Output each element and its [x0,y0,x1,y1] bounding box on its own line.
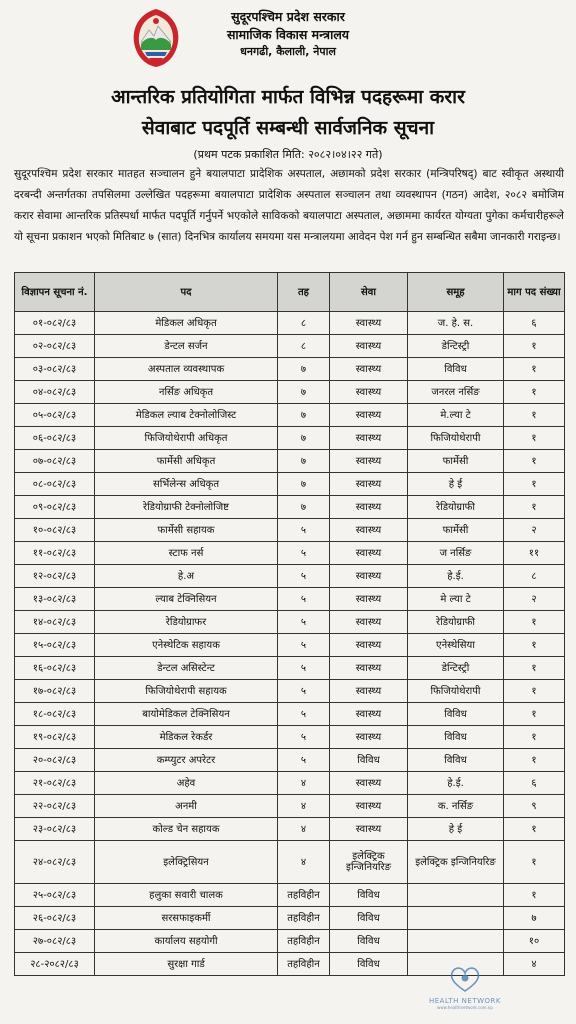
table-row [15,588,565,611]
cell-notice-number: २१-०८२/८३ [15,772,95,795]
cell-position: मेडिकल अधिकृत [95,312,278,335]
cell-level: ७ [278,427,330,450]
cell-level: तहविहीन [278,953,330,976]
cell-post-count: ११ [504,542,565,565]
table-row [15,496,565,519]
table-row [15,381,565,404]
header-notice-number: विज्ञापन सूचना नं. [15,273,95,312]
ministry-name: सामाजिक विकास मन्त्रालय [226,27,350,42]
cell-group: विविध [408,749,504,772]
cell-post-count: १० [504,930,565,953]
table-row [15,473,565,496]
cell-group: इलेक्ट्रिक इन्जिनियरिङ [408,841,504,884]
cell-service: स्वास्थ्य [330,519,408,542]
cell-level: ५ [278,680,330,703]
table-row [15,795,565,818]
cell-group: क. नर्सिङ [408,795,504,818]
table-row [15,519,565,542]
header-post-count: माग पद संख्या [504,273,565,312]
cell-post-count: १ [504,634,565,657]
cell-service: स्वास्थ्य [330,703,408,726]
cell-level: ८ [278,312,330,335]
cell-service: स्वास्थ्य [330,680,408,703]
cell-service: स्वास्थ्य [330,611,408,634]
cell-service: स्वास्थ्य [330,381,408,404]
table-row [15,841,565,884]
cell-post-count: ६ [504,312,565,335]
cell-post-count: १ [504,884,565,907]
table-row [15,884,565,907]
cell-group: हे.ई. [408,772,504,795]
cell-notice-number: २५-०८२/८३ [15,884,95,907]
watermark-url: www.healthnetwork.com.np [437,1005,493,1010]
cell-position: नर्सिङ अधिकृत [95,381,278,404]
header-service: सेवा [330,273,408,312]
cell-notice-number: २८-२०८२/८३ [15,953,95,976]
cell-group: फार्मेसी [408,450,504,473]
cell-group: मे ल्या टे [408,588,504,611]
cell-group: डेन्टिस्ट्री [408,335,504,358]
table-row [15,335,565,358]
cell-post-count: १ [504,496,565,519]
table-row [15,749,565,772]
cell-post-count: १ [504,473,565,496]
cell-group: हे ई [408,473,504,496]
cell-service: स्वास्थ्य [330,565,408,588]
cell-notice-number: ०३-०८२/८३ [15,358,95,381]
cell-service: स्वास्थ्य [330,772,408,795]
cell-position: डेन्टल सर्जन [95,335,278,358]
cell-post-count: १ [504,381,565,404]
cell-position: एनेस्थेटिक सहायक [95,634,278,657]
cell-notice-number: १२-०८२/८३ [15,565,95,588]
cell-service: स्वास्थ्य [330,358,408,381]
table-row [15,703,565,726]
cell-level: ५ [278,726,330,749]
cell-position: बायोमेडिकल टेक्निसियन [95,703,278,726]
cell-level: ४ [278,795,330,818]
cell-post-count: १ [504,358,565,381]
cell-service: स्वास्थ्य [330,542,408,565]
cell-group [408,907,504,930]
cell-level: ७ [278,381,330,404]
cell-notice-number: ०४-०८२/८३ [15,381,95,404]
table-row [15,404,565,427]
cell-level: ७ [278,473,330,496]
cell-position: फार्मेसी सहायक [95,519,278,542]
cell-notice-number: २६-०८२/८३ [15,907,95,930]
cell-group: विविध [408,726,504,749]
cell-post-count: १ [504,657,565,680]
cell-service: विविध [330,884,408,907]
cell-service: विविध [330,930,408,953]
cell-post-count: १ [504,450,565,473]
table-header-row [15,273,565,312]
cell-group: हे.ई. [408,565,504,588]
table-row [15,611,565,634]
cell-group: विविध [408,358,504,381]
cell-notice-number: ०९-०८२/८३ [15,496,95,519]
cell-position: फिजियोथेरापी सहायक [95,680,278,703]
cell-post-count: २ [504,519,565,542]
table-row [15,726,565,749]
cell-position: स्टाफ नर्स [95,542,278,565]
cell-post-count: १ [504,749,565,772]
cell-notice-number: ०६-०८२/८३ [15,427,95,450]
cell-group: डेन्टिस्ट्री [408,657,504,680]
table-row [15,312,565,335]
cell-position: सर्भिलेन्स अधिकृत [95,473,278,496]
cell-post-count: १ [504,841,565,884]
cell-group: ज नर्सिङ [408,542,504,565]
cell-group: फार्मेसी [408,519,504,542]
cell-post-count: २ [504,588,565,611]
table-row [15,772,565,795]
cell-level: ५ [278,749,330,772]
cell-service: स्वास्थ्य [330,634,408,657]
health-network-logo-icon [445,965,485,993]
table-row [15,907,565,930]
cell-group [408,930,504,953]
cell-level: ७ [278,404,330,427]
cell-post-count: ६ [504,772,565,795]
cell-service: स्वास्थ्य [330,450,408,473]
cell-position: कार्यालय सहयोगी [95,930,278,953]
cell-position: सरसफाइकर्मी [95,907,278,930]
notice-title-line1: आन्तरिक प्रतियोगिता मार्फत विभिन्न पदहरूमा करार [111,86,465,108]
cell-group: एनेस्थेसिया [408,634,504,657]
cell-service: स्वास्थ्य [330,818,408,841]
cell-group: रेडियोग्राफी [408,496,504,519]
cell-group: फिजियोथेरापी [408,680,504,703]
table-row [15,930,565,953]
table-row [15,542,565,565]
cell-notice-number: २३-०८२/८३ [15,818,95,841]
header-level: तह [278,273,330,312]
cell-position: डेन्टल असिस्टेन्ट [95,657,278,680]
cell-position: सुरक्षा गार्ड [95,953,278,976]
cell-group: रेडियोग्राफी [408,611,504,634]
cell-notice-number: १०-०८२/८३ [15,519,95,542]
cell-level: ७ [278,450,330,473]
cell-level: तहविहीन [278,884,330,907]
table-row [15,358,565,381]
cell-level: ४ [278,772,330,795]
address: धनगढी, कैलाली, नेपाल [240,45,336,58]
table-row [15,634,565,657]
cell-position: मेडिकल रेकर्डर [95,726,278,749]
table-body [15,312,565,976]
header [0,8,576,60]
cell-service: स्वास्थ्य [330,404,408,427]
cell-position: कोल्ड चेन सहायक [95,818,278,841]
cell-service: स्वास्थ्य [330,795,408,818]
cell-post-count: १ [504,335,565,358]
cell-position: हे.अ [95,565,278,588]
header-position: पद [95,273,278,312]
government-name: सुदूरपश्चिम प्रदेश सरकार [231,9,345,24]
cell-position: रेडियोग्राफी टेक्नोलोजिष्ट [95,496,278,519]
cell-position: फिजियोथेरापी अधिकृत [95,427,278,450]
cell-notice-number: ११-०८२/८३ [15,542,95,565]
vacancy-table [14,272,565,976]
cell-service: विविध [330,749,408,772]
cell-group: हे ई [408,818,504,841]
cell-position: अनमी [95,795,278,818]
cell-position: हलुका सवारी चालक [95,884,278,907]
cell-service: स्वास्थ्य [330,473,408,496]
cell-position: इलेक्ट्रिसियन [95,841,278,884]
cell-position: रेडियोग्राफर [95,611,278,634]
cell-notice-number: २४-०८२/८३ [15,841,95,884]
cell-post-count: १ [504,703,565,726]
cell-level: ७ [278,496,330,519]
cell-notice-number: ०८-०८२/८३ [15,473,95,496]
cell-level: ७ [278,358,330,381]
cell-group: जनरल नर्सिङ [408,381,504,404]
cell-notice-number: १८-०८२/८३ [15,703,95,726]
cell-service: स्वास्थ्य [330,427,408,450]
cell-position: मेडिकल ल्याब टेक्नोलोजिस्ट [95,404,278,427]
cell-service: स्वास्थ्य [330,335,408,358]
cell-position: अस्पताल व्यवस्थापक [95,358,278,381]
cell-notice-number: ०१-०८२/८३ [15,312,95,335]
cell-level: ८ [278,335,330,358]
cell-post-count: ७ [504,907,565,930]
cell-notice-number: ०७-०८२/८३ [15,450,95,473]
cell-level: ५ [278,519,330,542]
cell-group [408,884,504,907]
publication-date: (प्रथम पटक प्रकाशित मिति: २०८२।०४।२२ गते) [193,148,383,161]
cell-post-count: १ [504,427,565,450]
cell-service: स्वास्थ्य [330,588,408,611]
cell-level: ५ [278,657,330,680]
cell-post-count: ९ [504,795,565,818]
cell-level: ५ [278,565,330,588]
cell-service: स्वास्थ्य [330,726,408,749]
cell-level: तहविहीन [278,930,330,953]
table-row [15,818,565,841]
table-row [15,450,565,473]
cell-notice-number: २२-०८२/८३ [15,795,95,818]
cell-post-count: १ [504,680,565,703]
notice-title-line2: सेवाबाट पदपूर्ति सम्बन्धी सार्वजनिक सूचना [141,117,435,139]
cell-level: ५ [278,703,330,726]
cell-post-count: १ [504,404,565,427]
cell-position: फार्मेसी अधिकृत [95,450,278,473]
cell-service: इलेक्ट्रिक इन्जिनियरिङ [330,841,408,884]
cell-level: ५ [278,542,330,565]
cell-notice-number: १३-०८२/८३ [15,588,95,611]
cell-level: ५ [278,611,330,634]
cell-level: ४ [278,818,330,841]
cell-post-count: १ [504,726,565,749]
cell-position: अहेव [95,772,278,795]
table-row [15,657,565,680]
table-row [15,680,565,703]
cell-notice-number: ०२-०८२/८३ [15,335,95,358]
cell-notice-number: १७-०८२/८३ [15,680,95,703]
cell-service: स्वास्थ्य [330,312,408,335]
cell-service: विविध [330,907,408,930]
cell-post-count: ८ [504,565,565,588]
table-row [15,427,565,450]
cell-service: विविध [330,953,408,976]
cell-group: ज. हे. स. [408,312,504,335]
cell-post-count: ४ [504,953,565,976]
header-group: समूह [408,273,504,312]
cell-service: स्वास्थ्य [330,496,408,519]
cell-post-count: १ [504,611,565,634]
cell-group: फिजियोथेरापी [408,427,504,450]
cell-service: स्वास्थ्य [330,657,408,680]
cell-notice-number: १५-०८२/८३ [15,634,95,657]
cell-group: विविध [408,703,504,726]
cell-notice-number: १६-०८२/८३ [15,657,95,680]
watermark-text: HEALTH NETWORK [429,997,501,1005]
cell-group: मे.ल्या टे [408,404,504,427]
cell-notice-number: १९-०८२/८३ [15,726,95,749]
notice-body: सुदूरपश्चिम प्रदेश सरकार मातहत सञ्चालन हुने बयालपाटा प्रादेशिक अस्पताल, अछामको प्रदेश सरकार (मन्त्रिपरिषद्) बाट स्वीकृत अस्थायी दरबन्दी अन्तर्गतका तपसिलमा उल्लेखित पदहरूमा बयालपाटा प्रादेशिक अस्पताल सञ्चालन तथा व्यवस्थापन (गठन) आदेश, २०८२ बमोजिम करार सेवामा आन्तरिक प्रतिस्पर्धा मार्फत पदपूर्ति गर्नुपर्ने भएकोले साविकको बयालपाटा अस्पताल, अछाममा कार्यरत योग्यता पुगेका कर्मचारीहरूले यो सूचना प्रकाशन भएको मितिबाट ७ (सात) दिनभित्र कार्यालय समयमा यस मन्त्रालयमा आवेदन पेश गर्न हुन सम्बन्धित सबैमा जानकारी गराइन्छ। [14,168,564,243]
table-row [15,565,565,588]
cell-notice-number: २७-०८२/८३ [15,930,95,953]
cell-notice-number: ०५-०८२/८३ [15,404,95,427]
cell-level: ५ [278,634,330,657]
cell-notice-number: २०-०८२/८३ [15,749,95,772]
cell-notice-number: १४-०८२/८३ [15,611,95,634]
cell-position: ल्याब टेक्निसियन [95,588,278,611]
health-network-watermark [410,965,520,1015]
cell-position: कम्प्युटर अपरेटर [95,749,278,772]
cell-level: ४ [278,841,330,884]
cell-level: तहविहीन [278,907,330,930]
cell-level: ५ [278,588,330,611]
cell-post-count: १ [504,818,565,841]
